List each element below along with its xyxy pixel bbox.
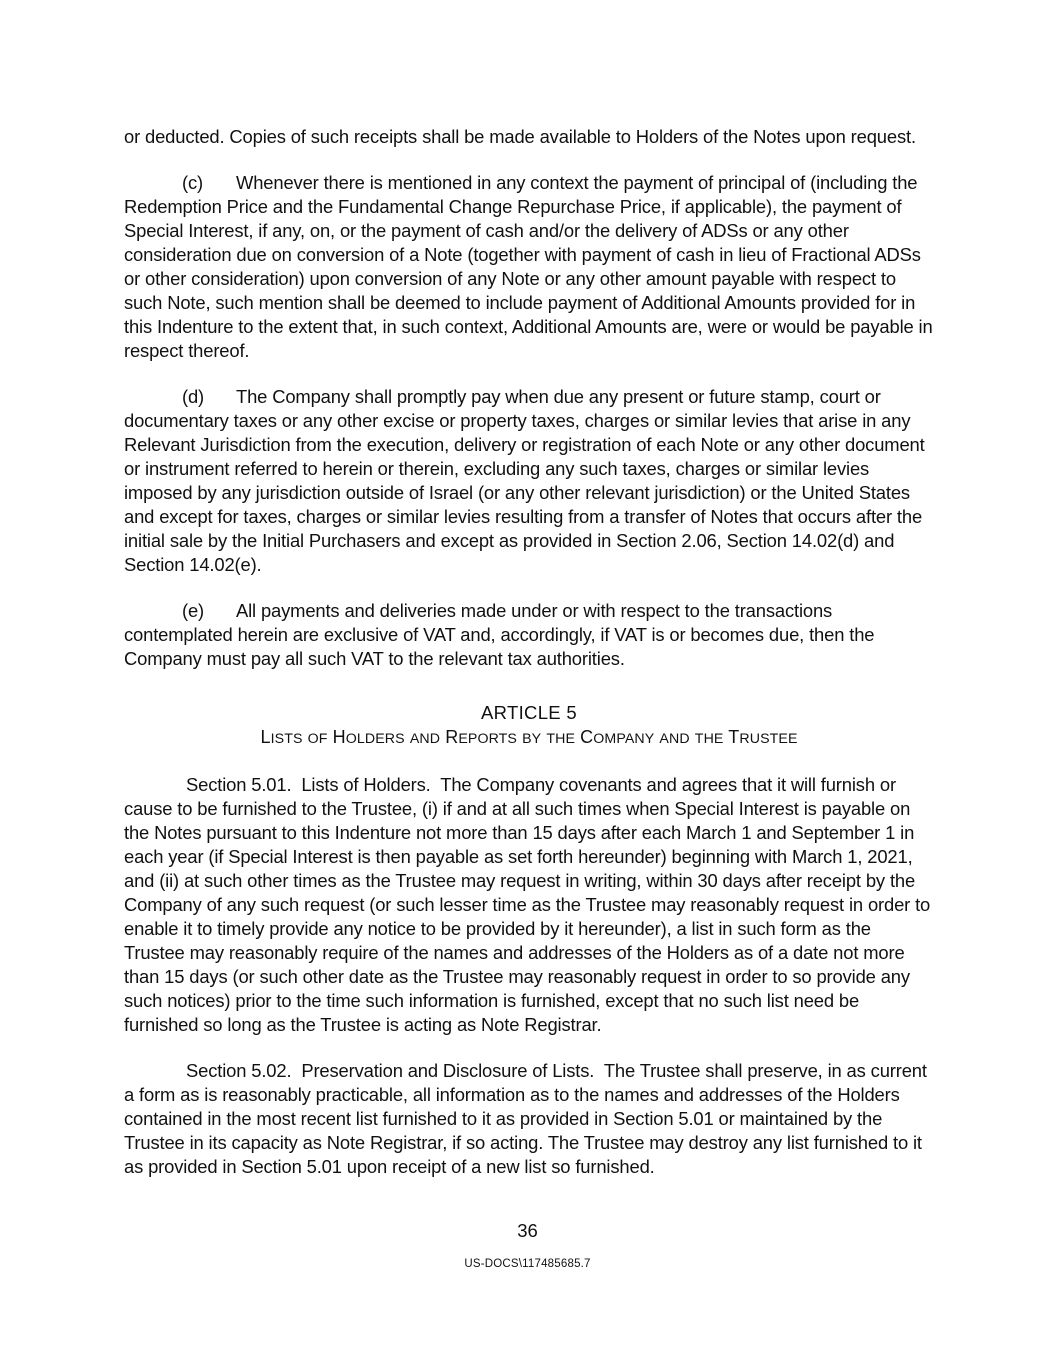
- clause-c-text: Whenever there is mentioned in any context the payment of principal of (including the Redemption Price and the Fundamental Change Repurchase Price, if applicable), the payment of Special Interest, if any, on, or the payment of cash and/or the delivery of ADSs or any other consideration due on conversion of a Note (together with payment of cash in lieu of Fractional ADSs or other consideration) upon conversion of any Note or any other amount payable with respect to such Note, such mention shall be deemed to include payment of Additional Amounts provided for in this Indenture to the extent that, in such context, Additional Amounts are, were or would be payable in respect thereof.: [124, 172, 933, 361]
- article-subheading-text: LISTS OF HOLDERS AND REPORTS BY THE COMPANY AND THE TRUSTEE: [260, 727, 798, 747]
- section-5-01: [124, 773, 934, 1037]
- document-body: [124, 125, 934, 1179]
- intro-paragraph: or deducted. Copies of such receipts shall be made available to Holders of the Notes upon request.: [124, 126, 916, 147]
- article-subheading: [124, 725, 934, 751]
- clause-c: [124, 171, 934, 363]
- clause-e: [124, 599, 934, 671]
- page-number: 36: [517, 1220, 538, 1241]
- section-5-02: [124, 1059, 934, 1179]
- article-heading: ARTICLE 5: [481, 702, 577, 723]
- section-5-01-title: Lists of Holders.: [301, 774, 431, 795]
- section-5-02-title: Preservation and Disclosure of Lists.: [301, 1060, 595, 1081]
- clause-e-text: All payments and deliveries made under or with respect to the transactions contemplated herein are exclusive of VAT and, accordingly, if VAT is or becomes due, then the Company must pay all such VAT to the relevant tax authorities.: [124, 600, 875, 669]
- clause-e-label: (e): [182, 600, 205, 621]
- section-5-02-number: Section 5.02.: [186, 1060, 292, 1081]
- clause-d-label: (d): [182, 386, 205, 407]
- section-5-01-text: The Company covenants and agrees that it will furnish or cause to be furnished to the Trustee, (i) if and at all such times when Special Interest is payable on the Notes pursuant to this Indenture not more than 15 days after each March 1 and September 1 in each year (if Special Interest is then payable as set forth hereunder) beginning with March 1, 2021, and (ii) at such other times as the Trustee may request in writing, within 30 days after receipt by the Company of any such request (or such lesser time as the Trustee may reasonably request in order to enable it to timely provide any notice to be provided by it hereunder), a list in such form as the Trustee may reasonably require of the names and addresses of the Holders as of a date not more than 15 days (or such other date as the Trustee may reasonably request in order to so provide any such notices) prior to the time such information is furnished, except that no such list need be furnished so long as the Trustee is acting as Note Registrar.: [124, 774, 931, 1035]
- clause-c-label: (c): [182, 172, 203, 193]
- section-5-01-number: Section 5.01.: [186, 774, 292, 795]
- clause-d-text: The Company shall promptly pay when due any present or future stamp, court or documentary taxes or any other excise or property taxes, charges or similar levies that arise in any Relevant Jurisdiction from the execution, delivery or registration of each Note or any other document or instrument referred to herein or therein, excluding any such taxes, charges or similar levies imposed by any jurisdiction outside of Israel (or any other relevant jurisdiction) or the United States and except for taxes, charges or similar levies resulting from a transfer of Notes that occurs after the initial sale by the Initial Purchasers and except as provided in Section 2.06, Section 14.02(d) and Section 14.02(e).: [124, 386, 925, 575]
- section-5-02-text: The Trustee shall preserve, in as current a form as is reasonably practicable, all information as to the names and addresses of the Holders contained in the most recent list furnished to it as provided in Section 5.01 or maintained by the Trustee in its capacity as Note Registrar, if so acting. The Trustee may destroy any list furnished to it as provided in Section 5.01 upon receipt of a new list so furnished.: [124, 1060, 927, 1177]
- document-id: US-DOCS\117485685.7: [464, 1258, 591, 1270]
- clause-d: [124, 385, 934, 577]
